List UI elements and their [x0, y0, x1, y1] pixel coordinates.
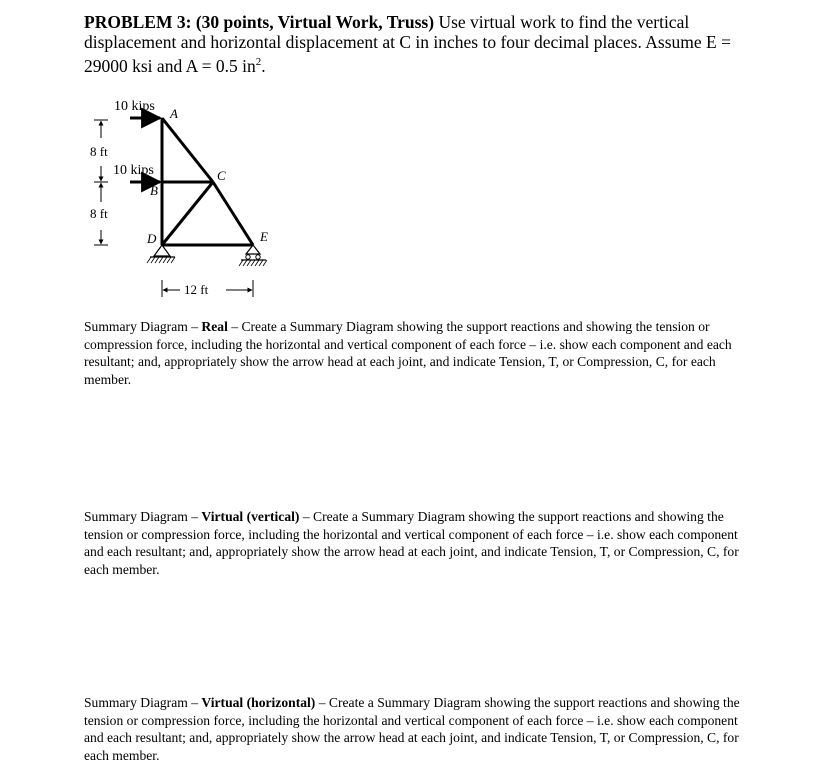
problem-points: (30 points, Virtual Work, Truss): [195, 12, 435, 32]
summary-prefix: Summary Diagram –: [84, 695, 202, 710]
summary-title: Virtual (horizontal): [201, 695, 316, 710]
summary-real: [84, 318, 744, 388]
summary-prefix: Summary Diagram –: [84, 319, 202, 334]
node-label-c: C: [217, 168, 226, 183]
load-label-mid: 10 kips: [113, 163, 154, 178]
problem-heading: PROBLEM 3:: [84, 12, 192, 32]
truss-figure: [80, 90, 280, 305]
member-cd: [162, 182, 213, 245]
node-label-a: A: [170, 106, 178, 121]
area-exponent: 2: [255, 56, 262, 68]
summary-virtual-vertical: [84, 508, 744, 578]
problem-text: Use virtual work to find the vertical displacement and horizontal displacement at C in inches to four decimal places. Assume E = 29000 ksi and A = 0.5 in: [84, 12, 731, 76]
ground-hatch-e: [239, 260, 267, 266]
summary-body: – Create a Summary Diagram showing the support reactions and showing the tension or compression force, including the horizontal and vertical component of each force – i.e. show each component and each resultant; and, appropriately show the arrow head at each joint, and indicate Tension, T, or Compression, C, for each member.: [84, 695, 740, 763]
problem-text-end: .: [261, 55, 266, 76]
node-label-e: E: [260, 229, 268, 244]
summary-virtual-horizontal: [84, 694, 744, 764]
dim-label-top: 8 ft: [90, 144, 108, 159]
load-label-top: 10 kips: [114, 99, 155, 114]
ground-hatch-d: [147, 257, 175, 263]
summary-title: Virtual (vertical): [201, 509, 300, 524]
member-ac: [162, 118, 213, 182]
summary-body: – Create a Summary Diagram showing the support reactions and showing the tension or compression force, including the horizontal and vertical component of each force – i.e. show each component and each resultant; and, appropriately show the arrow head at each joint, and indicate Tension, T, or Compression, C, for each member.: [84, 319, 732, 387]
node-label-d: D: [147, 231, 157, 246]
summary-title: Real: [201, 319, 228, 334]
pin-support-d: [154, 245, 170, 256]
span-label: 12 ft: [184, 282, 209, 297]
member-ce: [213, 182, 253, 245]
problem-statement: [84, 12, 734, 76]
node-label-b: B: [150, 183, 158, 198]
dim-label-bottom: 8 ft: [90, 206, 108, 221]
truss-diagram: [80, 90, 280, 305]
summary-prefix: Summary Diagram –: [84, 509, 202, 524]
summary-body: – Create a Summary Diagram showing the support reactions and showing the tension or compression force, including the horizontal and vertical component of each force – i.e. show each component and each resultant; and, appropriately show the arrow head at each joint, and indicate Tension, T, or Compression, C, for each member.: [84, 509, 739, 577]
